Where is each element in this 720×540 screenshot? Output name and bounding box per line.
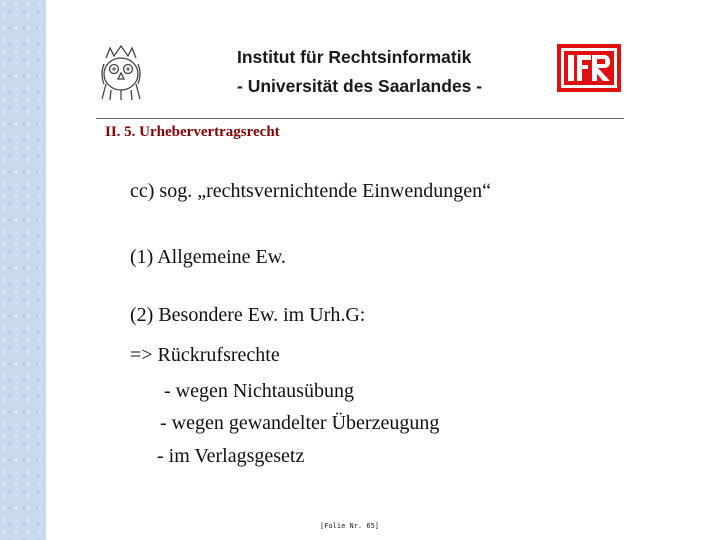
- content-line-general: (1) Allgemeine Ew.: [130, 246, 286, 268]
- institute-title: Institut für Rechtsinformatik: [237, 47, 472, 67]
- content-line-heading: cc) sog. „rechtsvernichtende Einwendungen“: [130, 180, 491, 202]
- content-line-special: (2) Besondere Ew. im Urh.G:: [130, 304, 366, 326]
- content-line-nonuse: - wegen Nichtausübung: [164, 380, 354, 402]
- ifr-logo: [557, 44, 621, 92]
- content-line-publishing-law: - im Verlagsgesetz: [157, 445, 305, 467]
- decorative-side-strip: [0, 0, 46, 540]
- header-divider: [96, 118, 624, 119]
- section-title: II. 5. Urhebervertragsrecht: [105, 124, 280, 140]
- university-subtitle: - Universität des Saarlandes -: [237, 76, 483, 96]
- university-seal-icon: [96, 44, 146, 102]
- content-line-conviction: - wegen gewandelter Überzeugung: [160, 412, 440, 434]
- slide-number-label: [Folie Nr. 65]: [320, 522, 380, 530]
- content-line-recall-rights: => Rückrufsrechte: [130, 344, 280, 366]
